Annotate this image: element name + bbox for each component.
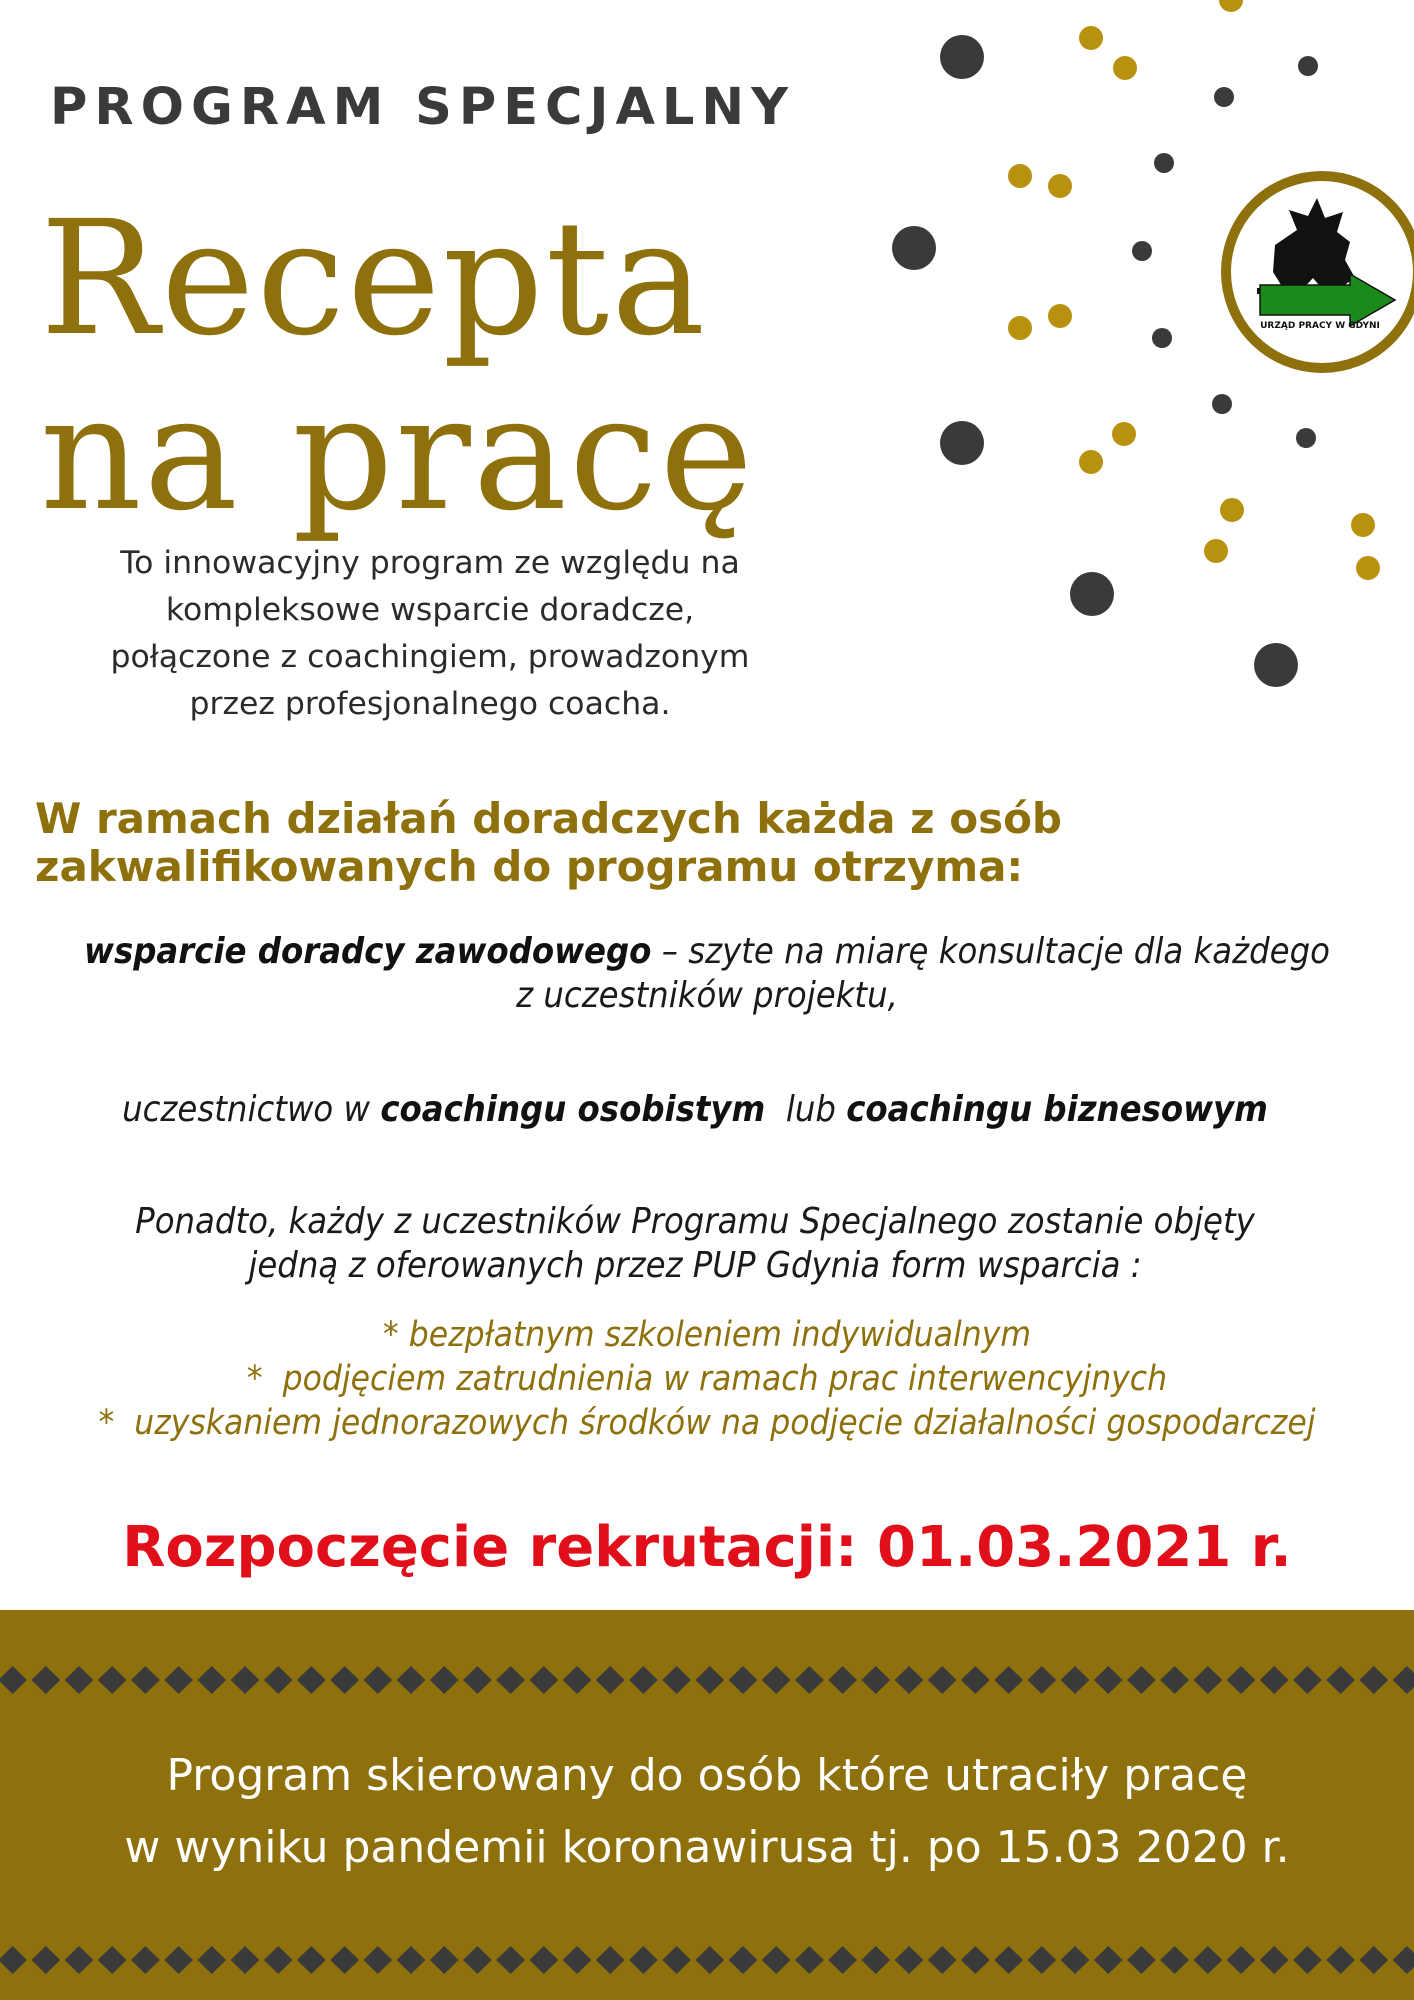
footer-text	[0, 1740, 1414, 1884]
diamond-border-top	[0, 1660, 1414, 1700]
benefit-text: uczestnictwo w	[122, 1089, 381, 1130]
benefit-bold: wsparcie doradcy zawodowego	[84, 931, 652, 972]
additional-line: Ponadto, każdy z uczestników Programu Specjalnego zostanie objęty	[135, 1201, 1255, 1242]
list-item: * uzyskaniem jednorazowych środków na podjęcie działalności gospodarczej	[98, 1403, 1316, 1443]
title-line-2: na pracę	[40, 362, 756, 546]
footer-line: w wyniku pandemii koronawirusa tj. po 15.03 2020 r.	[124, 1822, 1290, 1873]
support-forms-list	[0, 1313, 1414, 1445]
intro-line: kompleksowe wsparcie doradcze,	[165, 592, 695, 628]
ship-arrow-icon	[1205, 160, 1414, 380]
benefit-text: – szyte na miarę konsultacje dla każdego	[651, 931, 1330, 972]
section-heading-line: W ramach działań doradczych każda z osób	[35, 794, 1062, 843]
diamond-border-bottom	[0, 1940, 1414, 1980]
intro-line: połączone z coachingiem, prowadzonym	[110, 639, 750, 675]
additional-line: jedną z oferowanych przez PUP Gdynia form wsparcia :	[248, 1245, 1142, 1286]
intro-paragraph	[0, 540, 860, 728]
benefit-text: z uczestników projektu,	[516, 975, 898, 1016]
benefit-career-advisor	[30, 930, 1384, 1018]
benefit-coaching	[0, 1088, 1390, 1132]
benefit-bold: coachingu biznesowym	[846, 1089, 1268, 1130]
list-item: * podjęciem zatrudnienia w ramach prac interwencyjnych	[246, 1359, 1168, 1399]
urzad-pracy-logo	[1205, 160, 1414, 380]
list-item: * bezpłatnym szkoleniem indywidualnym	[383, 1315, 1031, 1355]
intro-line: To innowacyjny program ze względu na	[120, 545, 740, 581]
additional-support	[0, 1200, 1390, 1288]
benefit-bold: coachingu osobistym	[380, 1089, 766, 1130]
section-heading-line: zakwalifikowanych do programu otrzyma:	[35, 842, 1024, 891]
title-line-1: Recepta	[40, 187, 708, 371]
benefit-text: lub	[765, 1089, 847, 1130]
program-kicker: PROGRAM SPECJALNY	[50, 78, 796, 137]
logo-text: URZĄD PRACY W GDYNI	[1260, 321, 1380, 331]
recruitment-start: Rozpoczęcie rekrutacji: 01.03.2021 r.	[122, 1515, 1292, 1580]
footer-line: Program skierowany do osób które utraciły pracę	[166, 1750, 1248, 1801]
intro-line: przez profesjonalnego coacha.	[189, 686, 671, 722]
section-heading	[35, 795, 1062, 891]
